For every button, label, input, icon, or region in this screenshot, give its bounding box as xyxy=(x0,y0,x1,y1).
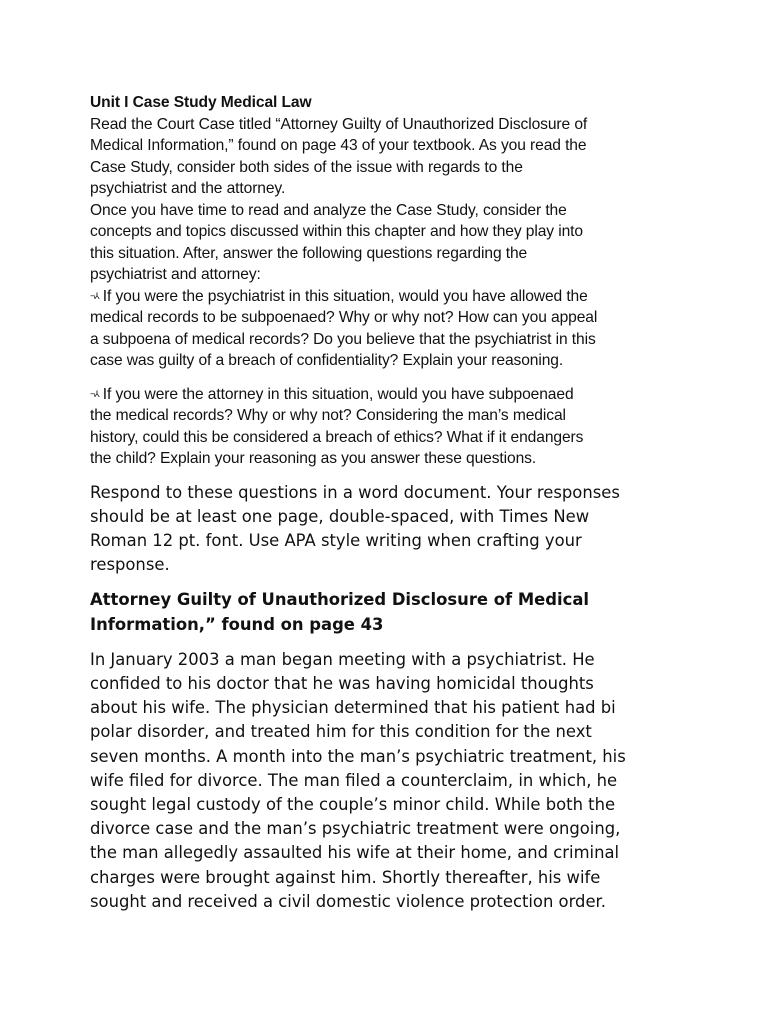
intro-paragraph xyxy=(90,114,680,200)
document-page xyxy=(90,92,680,914)
instructions-paragraph xyxy=(90,481,680,578)
case-body-line: sought legal custody of the couple’s minor child. While both the xyxy=(90,794,616,814)
bullet-icon: ¬⅄ xyxy=(90,388,99,399)
case-heading-line: Information,” found on page 43 xyxy=(90,614,384,634)
question-2 xyxy=(90,384,680,470)
analysis-line: Once you have time to read and analyze the Case Study, consider the xyxy=(90,201,567,219)
case-body-line: confided to his doctor that he was having homicidal thoughts xyxy=(90,673,594,693)
case-body-line: polar disorder, and treated him for this condition for the next xyxy=(90,722,592,742)
case-body-line: divorce case and the man’s psychiatric treatment were ongoing, xyxy=(90,819,621,839)
case-body-line: seven months. A month into the man’s psychiatric treatment, his xyxy=(90,746,626,766)
intro-line: Case Study, consider both sides of the issue with regards to the xyxy=(90,158,523,176)
analysis-line: this situation. After, answer the following questions regarding the xyxy=(90,244,528,262)
question-line: medical records to be subpoenaed? Why or why not? How can you appeal xyxy=(90,309,598,326)
question-line: a subpoena of medical records? Do you believe that the psychiatrist in this xyxy=(90,330,596,348)
question-line: If you were the psychiatrist in this situation, would you have allowed the xyxy=(102,287,588,305)
analysis-line: concepts and topics discussed within this chapter and how they play into xyxy=(90,223,583,240)
intro-line: Read the Court Case titled “Attorney Guilty of Unauthorized Disclosure of xyxy=(90,115,588,133)
case-body-line: charges were brought against him. Shortly thereafter, his wife xyxy=(90,867,601,887)
case-body-line: sought and received a civil domestic violence protection order. xyxy=(90,891,606,911)
question-1 xyxy=(90,286,680,372)
instructions-line: response. xyxy=(90,555,170,575)
case-body-paragraph xyxy=(90,648,680,914)
assignment-section xyxy=(90,92,680,470)
instructions-line: Roman 12 pt. font. Use APA style writing when crafting your xyxy=(90,530,582,550)
intro-line: psychiatrist and the attorney. xyxy=(90,180,286,197)
question-line: the medical records? Why or why not? Considering the man’s medical xyxy=(90,407,566,424)
instructions-line: Respond to these questions in a word document. Your responses xyxy=(90,482,620,502)
document-title: Unit I Case Study Medical Law xyxy=(90,94,312,111)
case-section xyxy=(90,481,680,914)
case-heading-line: Attorney Guilty of Unauthorized Disclosure of Medical xyxy=(90,590,590,610)
case-body-line: the man allegedly assaulted his wife at their home, and criminal xyxy=(90,843,620,863)
paragraph-spacer xyxy=(90,372,680,384)
case-body-line: wife filed for divorce. The man filed a counterclaim, in which, he xyxy=(90,770,618,790)
analysis-line: psychiatrist and attorney: xyxy=(90,266,261,283)
question-line: case was guilty of a breach of confidentiality? Explain your reasoning. xyxy=(90,352,564,369)
analysis-paragraph xyxy=(90,200,680,286)
case-body-line: In January 2003 a man began meeting with a psychiatrist. He xyxy=(90,649,595,669)
question-line: If you were the attorney in this situation, would you have subpoenaed xyxy=(102,385,574,403)
question-line: the child? Explain your reasoning as you answer these questions. xyxy=(90,450,537,467)
bullet-icon: ¬⅄ xyxy=(90,290,99,301)
case-body-line: about his wife. The physician determined that his patient had bi xyxy=(90,698,616,718)
case-heading xyxy=(90,588,680,636)
question-line: history, could this be considered a breach of ethics? What if it endangers xyxy=(90,428,584,446)
intro-line: Medical Information,” found on page 43 of your textbook. As you read the xyxy=(90,137,587,154)
instructions-line: should be at least one page, double-spaced, with Times New xyxy=(90,506,590,526)
